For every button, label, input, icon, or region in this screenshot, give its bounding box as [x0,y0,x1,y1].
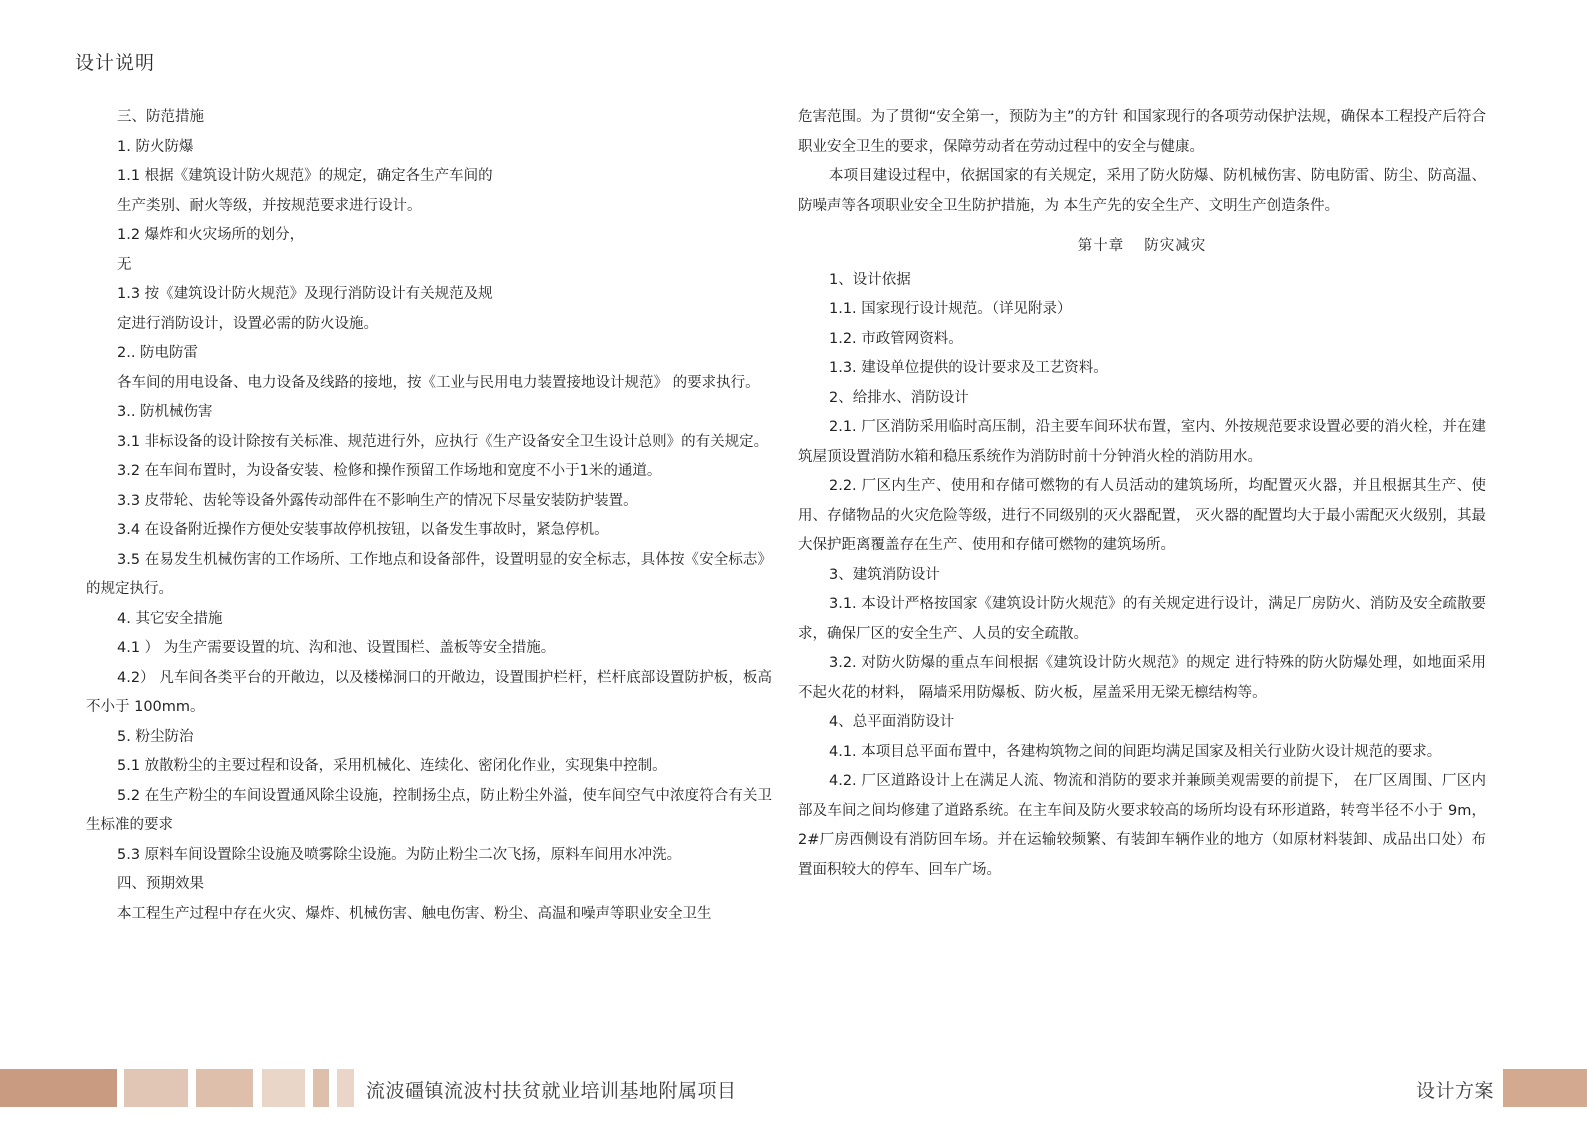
paragraph: 无 [117,256,132,273]
paragraph: 3.3 皮带轮、齿轮等设备外露传动部件在不影响生产的情况下尽量安装防护装置。 [117,492,638,509]
paragraph: 5.3 原料车间设置除尘设施及喷雾除尘设施。为防止粉尘二次飞扬，原料车间用水冲洗。 [117,846,682,863]
paragraph: 1.2. 市政管网资料。 [829,330,963,347]
paragraph: 4.2. 厂区道路设计上在满足人流、物流和消防的要求并兼顾美观需要的前提下， 在厂区周围、厂区内部及车间之间均修建了道路系统。在主车间及防火要求较高的场所均设有环形道路，转弯半径不小于 9m，2#厂房西侧设有消防回车场。并在运输较频繁、有装卸车辆作业的地方（如原材料装卸、成品出口处）布置面积较大的停车、回车广场。 [798,773,1486,878]
paragraph: 定进行消防设计，设置必需的防火设施。 [117,315,378,332]
right-body [798,266,1486,886]
paragraph: 4. 其它安全措施 [117,610,223,627]
paragraph: 生产类别、耐火等级，并按规范要求进行设计。 [117,197,422,214]
paragraph: 三、防范措施 [117,109,204,125]
footer-block [0,1069,117,1107]
footer-block [337,1069,354,1107]
chapter-heading [798,232,1486,262]
paragraph: 1.1 根据《建筑设计防火规范》的规定，确定各生产车间的 [117,168,493,184]
paragraph: 本工程生产过程中存在火灾、爆炸、机械伤害、触电伤害、粉尘、高温和噪声等职业安全卫生 [117,905,712,922]
paragraph: 1. 防火防爆 [117,138,194,155]
left-column [86,103,772,929]
paragraph: 3.2 在车间布置时，为设备安装、检修和操作预留工作场地和宽度不小于1米的通道。 [117,463,662,479]
paragraph: 3.5 在易发生机械伤害的工作场所、工作地点和设备部件，设置明显的安全标志，具体按《安全标志》 的规定执行。 [86,551,772,597]
paragraph: 1、设计依据 [829,271,911,288]
footer-project-title: 流波礓镇流波村扶贫就业培训基地附属项目 [366,1080,737,1102]
footer-bar [0,1069,1587,1107]
paragraph: 5. 粉尘防治 [117,728,194,745]
paragraph: 3.. 防机械伤害 [117,404,213,420]
paragraph: 危害范围。为了贯彻“安全第一，预防为主”的方针 和国家现行的各项劳动保护法规，确保本工程投产后符合职业安全卫生的要求，保障劳动者在劳动过程中的安全与健康。 [798,109,1486,155]
footer-block [313,1069,329,1107]
paragraph: 4、总平面消防设计 [829,714,955,730]
paragraph: 各车间的用电设备、电力设备及线路的接地，按《工业与民用电力装置接地设计规范》 的要求执行。 [117,374,760,391]
paragraph: 3.4 在设备附近操作方便处安装事故停机按钮，以备发生事故时，紧急停机。 [117,522,609,538]
paragraph: 本项目建设过程中，依据国家的有关规定，采用了防火防爆、防机械伤害、防电防雷、防尘、防高温、防噪声等各项职业安全卫生防护措施，为 本生产先的安全生产、文明生产创造条件。 [798,168,1486,214]
page-title: 设计说明 [75,52,156,74]
chapter-number: 第十章 [1077,238,1125,254]
chapter-title: 防灾减灾 [1144,238,1207,254]
footer-block [196,1069,253,1107]
paragraph: 1.2 爆炸和火灾场所的划分， [117,227,305,243]
paragraph: 3.1. 本设计严格按国家《建筑设计防火规范》的有关规定进行设计，满足厂房防火、消防及安全疏散要求，确保厂区的安全生产、人员的安全疏散。 [798,596,1486,642]
paragraph: 2、给排水、消防设计 [829,389,969,406]
paragraph: 2.1. 厂区消防采用临时高压制，沿主要车间环状布置，室内、外按规范要求设置必要的消火栓，并在建筑屋顶设置消防水箱和稳压系统作为消防时前十分钟消火栓的消防用水。 [798,419,1486,465]
paragraph: 4.1. 本项目总平面布置中，各建构筑物之间的间距均满足国家及相关行业防火设计规范的要求。 [829,743,1442,760]
footer-right-label: 设计方案 [1416,1080,1495,1102]
paragraph: 1.3 按《建筑设计防火规范》及现行消防设计有关规范及规 [117,286,493,302]
paragraph: 4.2） 凡车间各类平台的开敞边，以及楼梯洞口的开敞边，设置围护栏杆，栏杆底部设置防护板，板高不小于 100mm。 [86,669,772,715]
paragraph: 3、建筑消防设计 [829,566,940,583]
paragraph: 3.1 非标设备的设计除按有关标准、规范进行外，应执行《生产设备安全卫生设计总则》的有关规定。 [117,433,769,450]
paragraph: 5.2 在生产粉尘的车间设置通风除尘设施，控制扬尘点，防止粉尘外溢，使车间空气中浓度符合有关卫生标准的要求 [86,787,772,833]
paragraph: 4.1 ） 为生产需要设置的坑、沟和池、设置围栏、盖板等安全措施。 [117,640,556,656]
paragraph: 5.1 放散粉尘的主要过程和设备，采用机械化、连续化、密闭化作业，实现集中控制。 [117,758,667,774]
paragraph: 1.1. 国家现行设计规范。（详见附录） [829,301,1072,317]
footer-block [124,1069,188,1107]
paragraph: 2.2. 厂区内生产、使用和存储可燃物的有人员活动的建筑场所，均配置灭火器，并且根据其生产、使用、存储物品的火灾危险等级，进行不同级别的灭火器配置， 灭火器的配置均大于最小需配灭火级别，其最大保护距离覆盖存在生产、使用和存储可燃物的建筑场所。 [798,478,1486,553]
paragraph: 2.. 防电防雷 [117,345,199,361]
paragraph: 3.2. 对防火防爆的重点车间根据《建筑设计防火规范》的规定 进行特殊的防火防爆处理，如地面采用不起火花的材料， 隔墙采用防爆板、防火板，屋盖采用无梁无檩结构等。 [798,655,1486,701]
footer-block [262,1069,305,1107]
right-intro [798,103,1486,221]
footer-block [1503,1069,1587,1107]
right-column [798,103,1486,885]
paragraph: 四、预期效果 [117,876,204,892]
paragraph: 1.3. 建设单位提供的设计要求及工艺资料。 [829,360,1108,376]
